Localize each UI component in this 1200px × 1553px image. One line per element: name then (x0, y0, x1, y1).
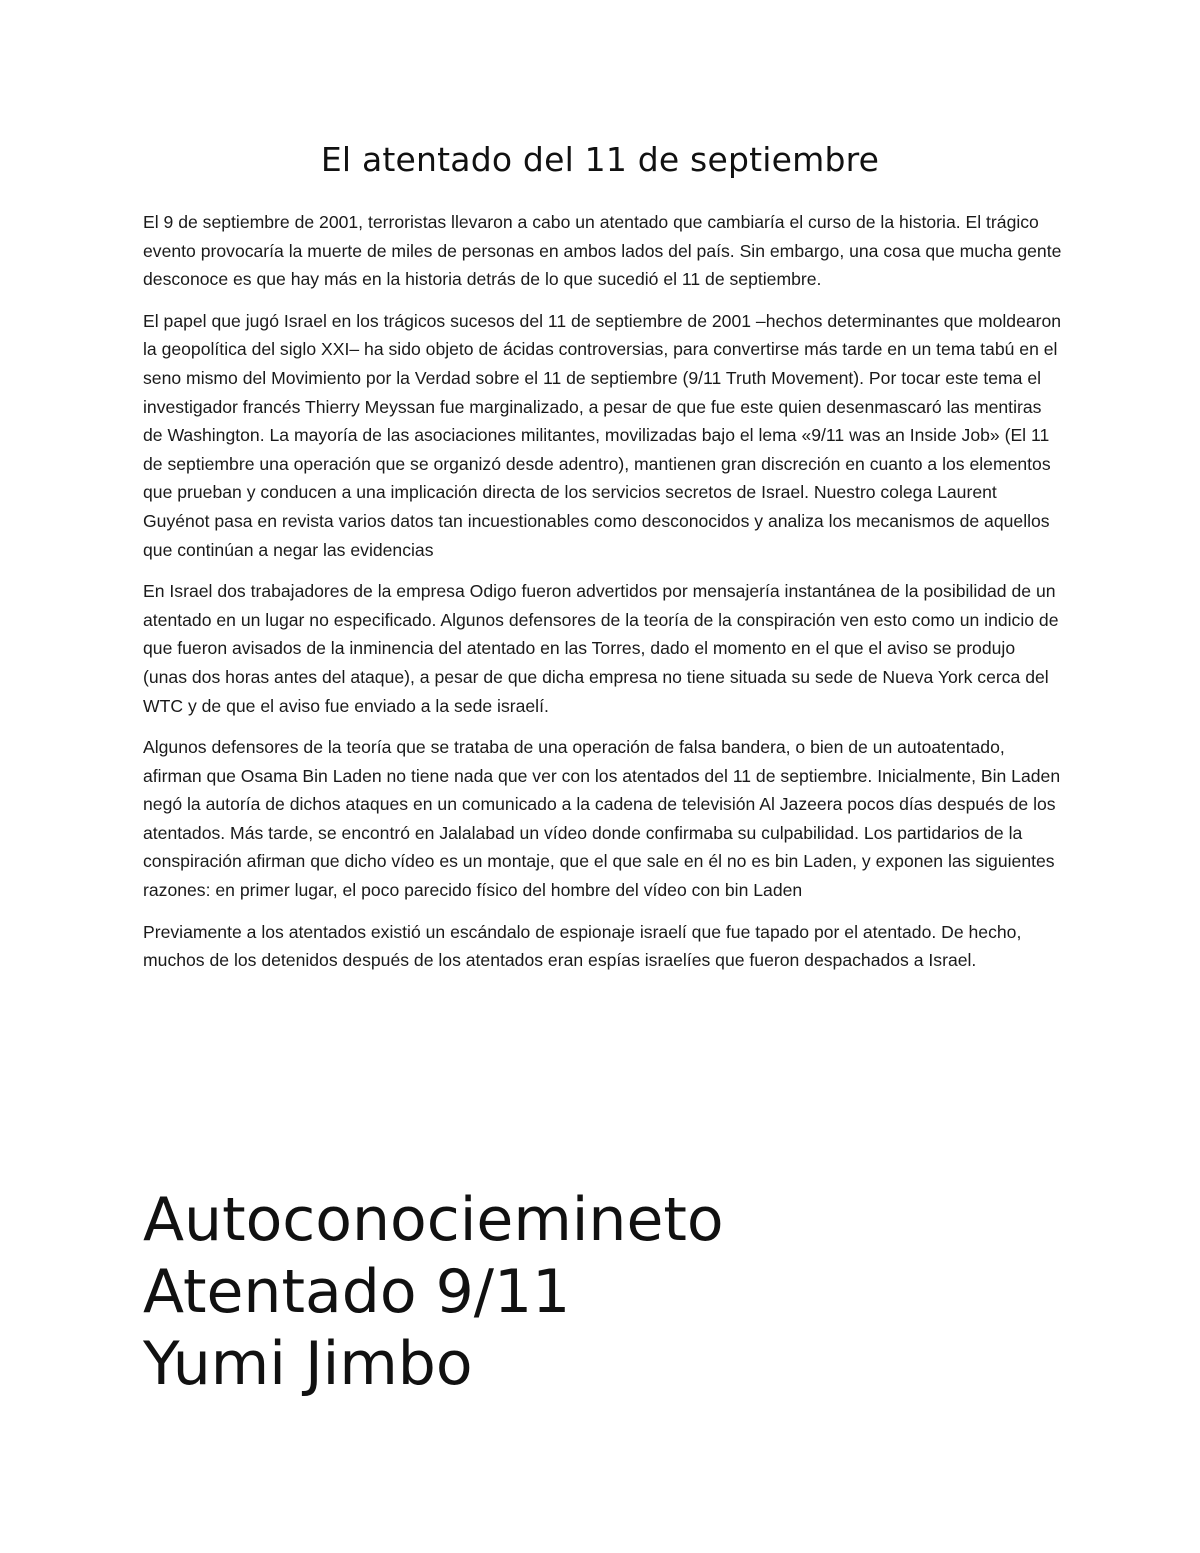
document-body (143, 208, 1063, 988)
author-line: Yumi Jimbo (143, 1329, 473, 1399)
cover-info-block (143, 1184, 1103, 1400)
paragraph-1: El 9 de septiembre de 2001, terroristas llevaron a cabo un atentado que cambiaría el curso de la historia. El trágico evento provocaría la muerte de miles de personas en ambos lados del país. Sin embargo, una cosa que mucha gente desconoce es que hay más en la historia detrás de lo que sucedió el 11 de septiembre. (143, 212, 1062, 290)
paragraph-4: Algunos defensores de la teoría que se trataba de una operación de falsa bandera, o bien de un autoatentado, afirman que Osama Bin Laden no tiene nada que ver con los atentados del 11 de septiembre. Inicialmente, Bin Laden negó la autoría de dichos ataques en un comunicado a la cadena de televisión Al Jazeera pocos días después de los atentados. Más tarde, se encontró en Jalalabad un vídeo donde confirmaba su culpabilidad. Los partidarios de la conspiración afirman que dicho vídeo es un montaje, que el que sale en él no es bin Laden, y exponen las siguientes razones: en primer lugar, el poco parecido físico del hombre del vídeo con bin Laden (143, 737, 1061, 901)
paragraph-3: En Israel dos trabajadores de la empresa Odigo fueron advertidos por mensajería instantánea de la posibilidad de un atentado en un lugar no especificado. Algunos defensores de la teoría de la conspiración ven esto como un indicio de que fueron avisados de la inminencia del atentado en las Torres, dado el momento en el que el aviso se produjo (unas dos horas antes del ataque), a pesar de que dicha empresa no tiene situada su sede de Nueva York cerca del WTC y de que el aviso fue enviado a la sede israelí. (143, 581, 1059, 716)
topic-line: Atentado 9/11 (143, 1257, 571, 1327)
subject-line: Autoconociemineto (143, 1185, 724, 1255)
paragraph-2: El papel que jugó Israel en los trágicos sucesos del 11 de septiembre de 2001 –hechos determinantes que moldearon la geopolítica del siglo XXI– ha sido objeto de ácidas controversias, para convertirse más tarde en un tema tabú en el seno mismo del Movimiento por la Verdad sobre el 11 de septiembre (9/11 Truth Movement). Por tocar este tema el investigador francés Thierry Meyssan fue marginalizado, a pesar de que fue este quien desenmascaró las mentiras de Washington. La mayoría de las asociaciones militantes, movilizadas bajo el lema «9/11 was an Inside Job» (El 11 de septiembre una operación que se organizó desde adentro), mantienen gran discreción en cuanto a los elementos que prueban y conducen a una implicación directa de los servicios secretos de Israel. Nuestro colega Laurent Guyénot pasa en revista varios datos tan incuestionables como desconocidos y analiza los mecanismos de aquellos que continúan a negar las evidencias (143, 310, 1062, 560)
paragraph-5: Previamente a los atentados existió un escándalo de espionaje israelí que fue tapado por el atentado. De hecho, muchos de los detenidos después de los atentados eran espías israelíes que fueron despachados a Israel. (143, 921, 1022, 971)
document-title: El atentado del 11 de septiembre (320, 140, 880, 179)
